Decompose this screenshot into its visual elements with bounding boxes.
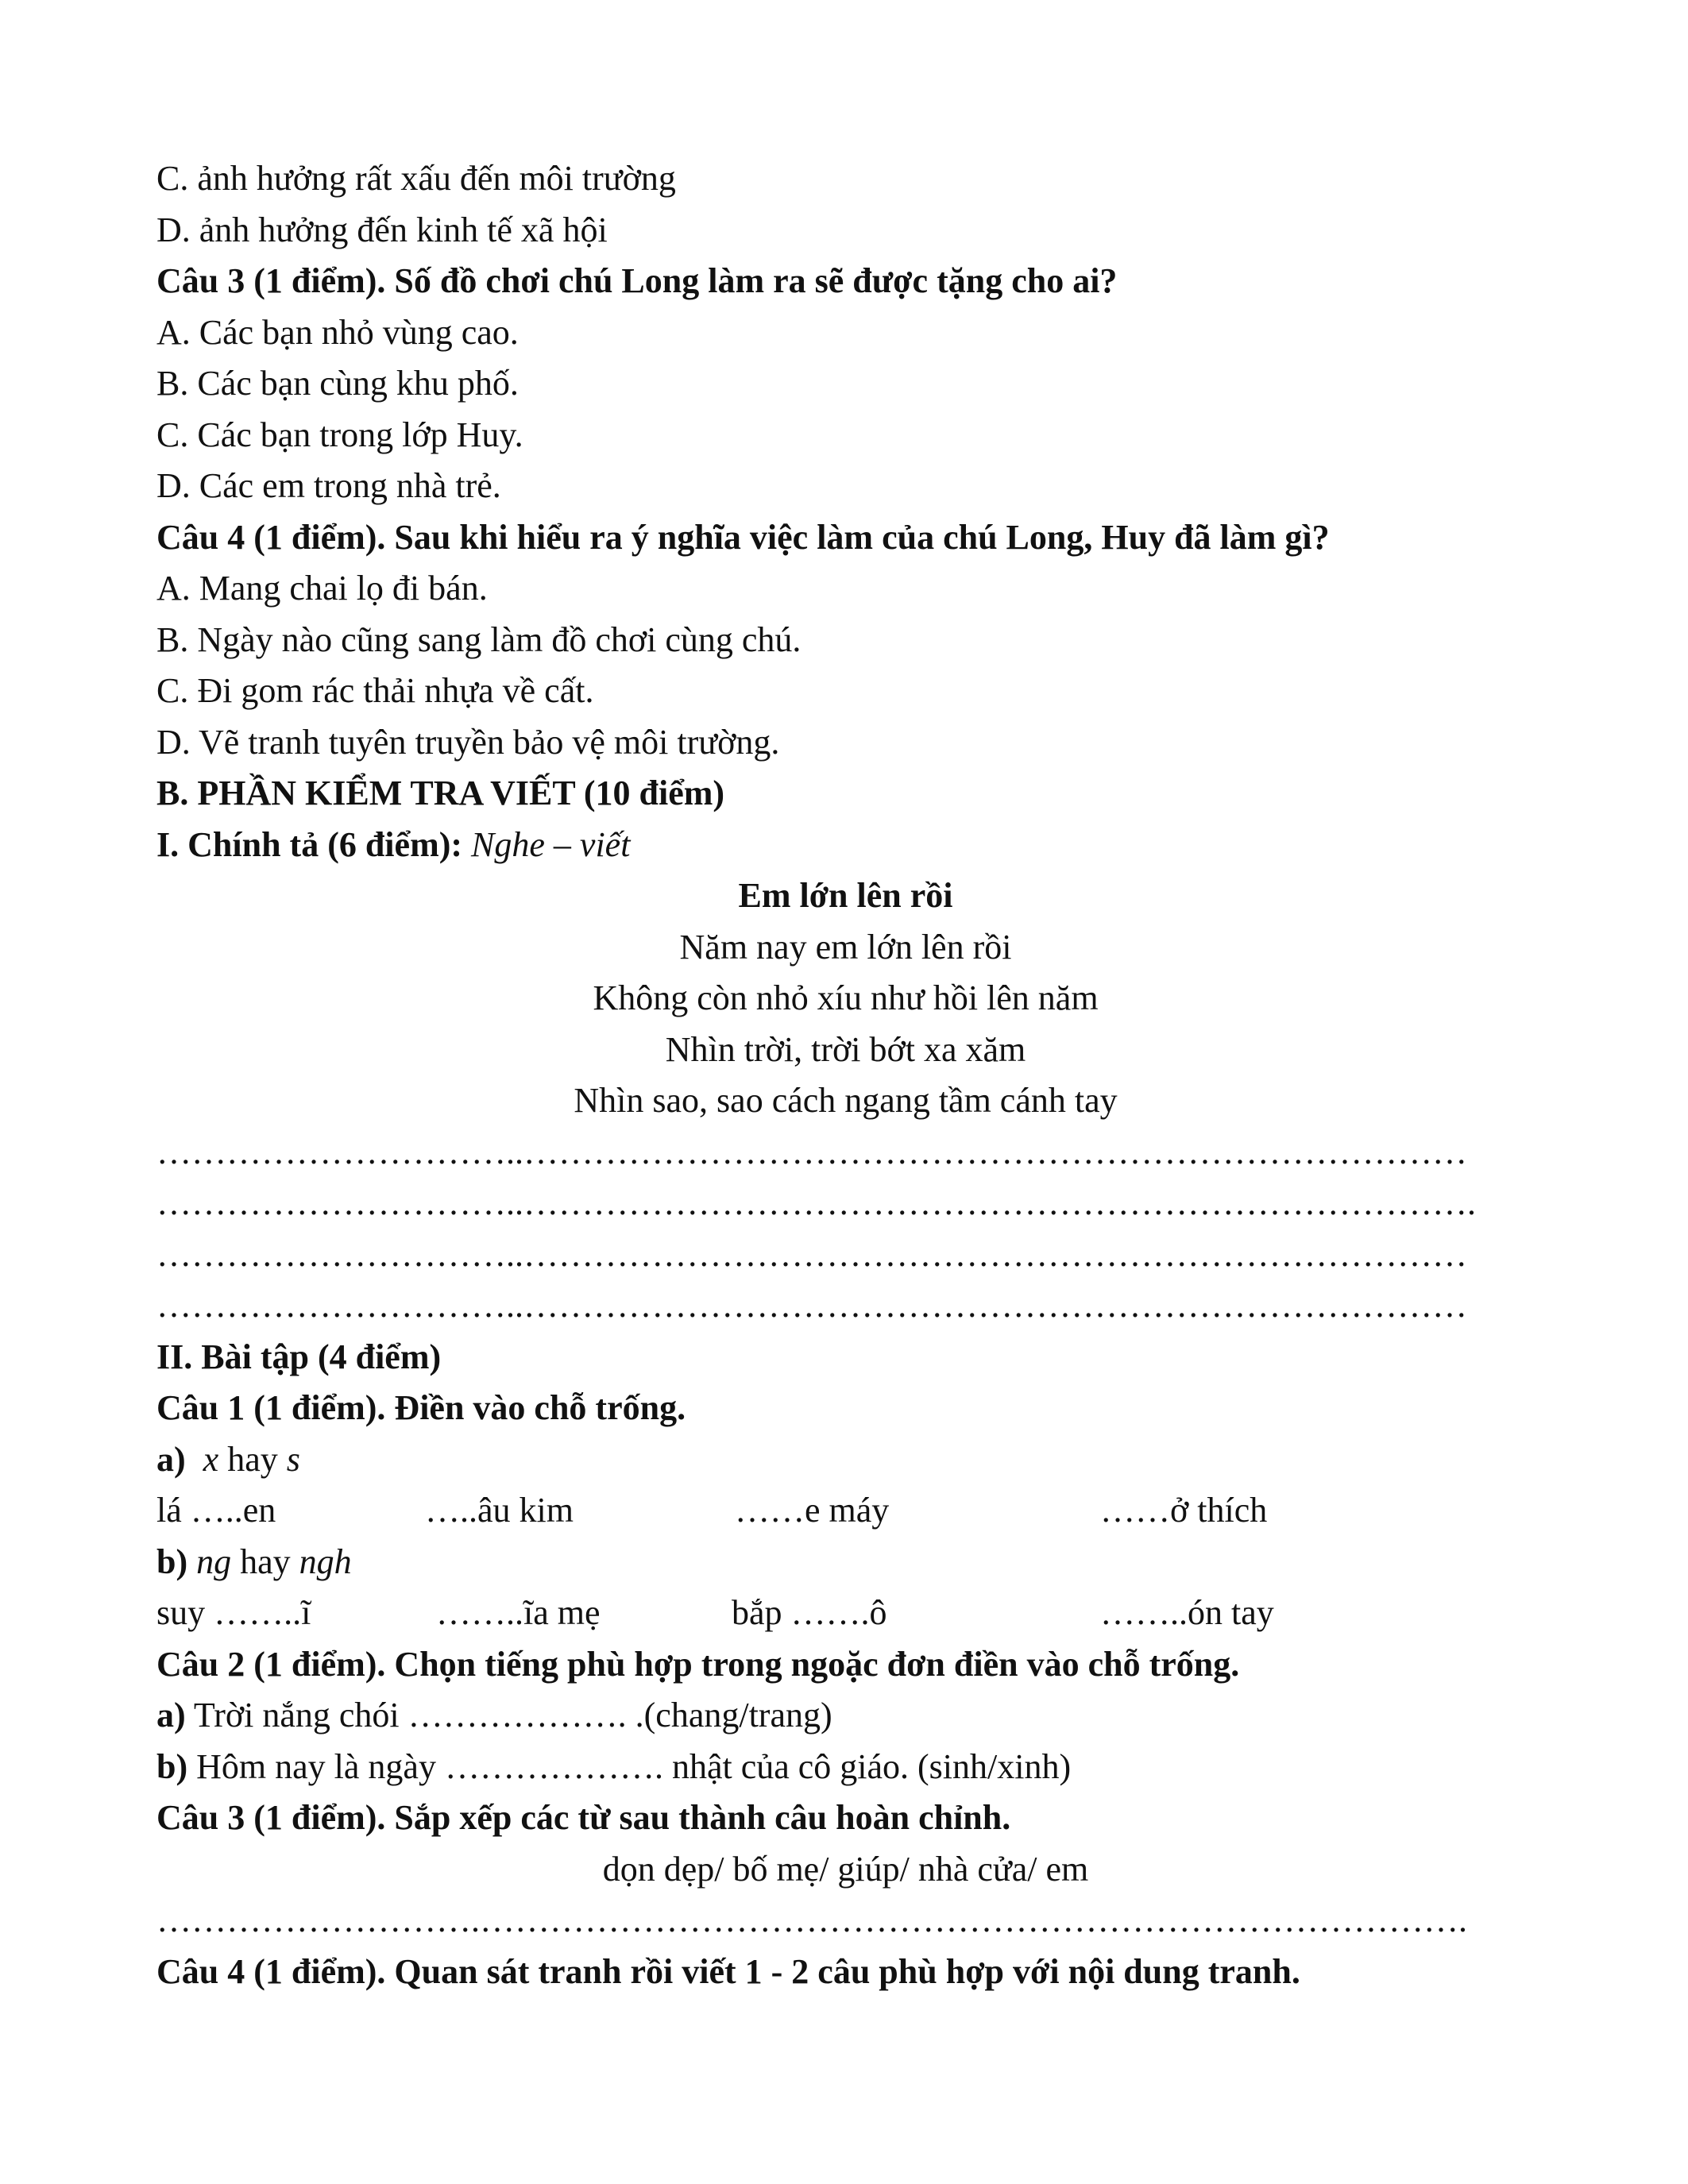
q4-option-c: C. Đi gom rác thải nhựa về cất. xyxy=(156,671,594,710)
ex-q3-question: Câu 3 (1 điểm). Sắp xếp các từ sau thành câu hoàn chỉnh. xyxy=(156,1798,1011,1837)
poem-line: Nhìn trời, trời bớt xa xăm xyxy=(665,1029,1026,1069)
q3-option-a: A. Các bạn nhỏ vùng cao. xyxy=(156,312,519,352)
dictation-blank-line[interactable]: …………………………..………………………………………………………………………. xyxy=(156,1183,1476,1222)
fill-blank-item[interactable]: ……..ĩa mẹ xyxy=(436,1593,601,1632)
dictation-heading xyxy=(156,820,1535,871)
poem-line: Nhìn sao, sao cách ngang tầm cánh tay xyxy=(574,1081,1118,1120)
fill-blank-item[interactable]: suy ……..ĩ xyxy=(156,1593,311,1632)
poem-title: Em lớn lên rồi xyxy=(738,876,953,915)
q2-option-c: C. ảnh hưởng rất xấu đến môi trường xyxy=(156,159,676,198)
poem-line: Năm nay em lớn lên rồi xyxy=(679,927,1012,967)
q3-option-d: D. Các em trong nhà trẻ. xyxy=(156,466,501,505)
ex-q2-b[interactable] xyxy=(156,1742,1535,1793)
q4-question: Câu 4 (1 điểm). Sau khi hiểu ra ý nghĩa việc làm của chú Long, Huy đã làm gì? xyxy=(156,517,1330,557)
part-b-heading: B. PHẦN KIỂM TRA VIẾT (10 điểm) xyxy=(156,774,725,812)
poem-line: Không còn nhỏ xíu như hồi lên năm xyxy=(593,978,1099,1017)
ex-q1-a-letter1: x xyxy=(203,1439,219,1479)
dictation-mode: Nghe – viết xyxy=(471,824,631,864)
fill-blank-item[interactable]: ……ở thích xyxy=(1100,1491,1268,1530)
ex-q2-a[interactable] xyxy=(156,1690,1535,1742)
ex-q2-b-text: Hôm nay là ngày ………………. nhật của cô giáo. (sinh/xinh) xyxy=(196,1746,1072,1786)
ex-q1-a-items xyxy=(156,1485,1535,1537)
ex-q1-question: Câu 1 (1 điểm). Điền vào chỗ trống. xyxy=(156,1388,686,1427)
dictation-blank-line[interactable]: …………………………..……………………………………………………………………… xyxy=(156,1132,1467,1171)
ex-q1-b-letter1: ng xyxy=(196,1542,232,1581)
ex-q1-b-prompt xyxy=(156,1537,1535,1588)
fill-blank-item[interactable]: bắp …….ô xyxy=(732,1593,887,1632)
ex-q4-question: Câu 4 (1 điểm). Quan sát tranh rồi viết 1 - 2 câu phù hợp với nội dung tranh. xyxy=(156,1951,1300,1991)
ex-q1-b-label: b) xyxy=(156,1542,188,1581)
ex-q1-a-prompt xyxy=(156,1434,1535,1486)
ex-q2-question: Câu 2 (1 điểm). Chọn tiếng phù hợp trong ngoặc đơn điền vào chỗ trống. xyxy=(156,1644,1240,1684)
fill-blank-item[interactable]: …..âu kim xyxy=(425,1491,574,1530)
q4-option-b: B. Ngày nào cũng sang làm đồ chơi cùng chú. xyxy=(156,619,802,659)
ex-q3-answer-line[interactable]: ……………………….…………………………………………………………………………. xyxy=(156,1900,1467,1939)
ex-q1-b-items xyxy=(156,1588,1535,1639)
fill-blank-item[interactable]: ……..ón tay xyxy=(1100,1593,1274,1632)
ex-q1-b-hay: hay xyxy=(240,1542,291,1581)
ex-q2-b-label: b) xyxy=(156,1746,188,1786)
dictation-blank-line[interactable]: …………………………..……………………………………………………………………… xyxy=(156,1234,1467,1274)
ex-q3-words: dọn dẹp/ bố mẹ/ giúp/ nhà cửa/ em xyxy=(602,1849,1089,1889)
exercises-heading: II. Bài tập (4 điểm) xyxy=(156,1337,442,1376)
worksheet-page xyxy=(156,153,1535,1997)
ex-q2-a-label: a) xyxy=(156,1696,186,1734)
fill-blank-item[interactable]: ……e máy xyxy=(735,1491,890,1530)
fill-blank-item[interactable]: lá …..en xyxy=(156,1491,276,1530)
q3-question: Câu 3 (1 điểm). Số đồ chơi chú Long làm ra sẽ được tặng cho ai? xyxy=(156,261,1118,300)
q4-option-d: D. Vẽ tranh tuyên truyền bảo vệ môi trường. xyxy=(156,722,780,762)
q2-option-d: D. ảnh hưởng đến kinh tế xã hội xyxy=(156,210,608,249)
q3-option-b: B. Các bạn cùng khu phố. xyxy=(156,364,519,403)
ex-q1-b-letter2: ngh xyxy=(299,1542,352,1581)
ex-q1-a-label: a) xyxy=(156,1439,186,1479)
ex-q1-a-letter2: s xyxy=(286,1439,300,1479)
q3-option-c: C. Các bạn trong lớp Huy. xyxy=(156,415,523,454)
ex-q2-a-text: Trời nắng chói ………………. .(chang/trang) xyxy=(193,1696,832,1734)
dictation-blank-line[interactable]: …………………………..……………………………………………………………………… xyxy=(156,1286,1467,1325)
ex-q1-a-hay: hay xyxy=(227,1439,278,1479)
dictation-label: I. Chính tả (6 điểm): xyxy=(156,824,463,864)
q4-option-a: A. Mang chai lọ đi bán. xyxy=(156,569,488,608)
